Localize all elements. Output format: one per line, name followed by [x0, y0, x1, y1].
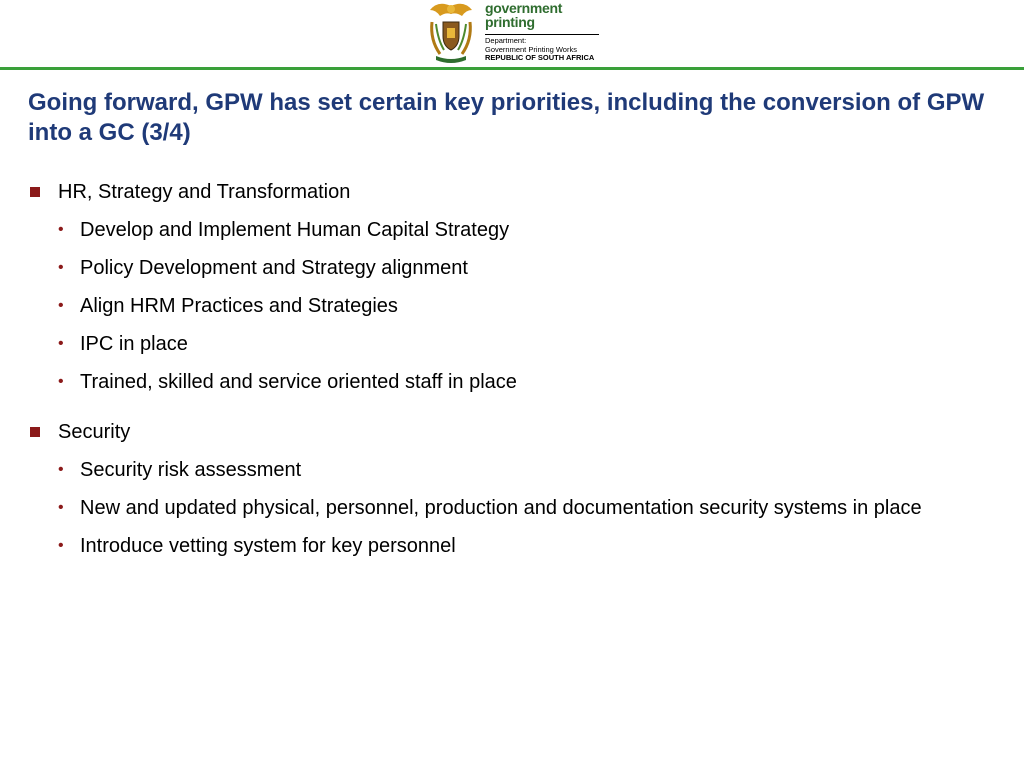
list-item-text: Trained, skilled and service oriented staff in place: [80, 371, 517, 393]
list-item: [28, 496, 988, 520]
square-bullet-icon: [30, 187, 40, 197]
section-security: [28, 420, 988, 558]
slide-title: Going forward, GPW has set certain key priorities, including the conversion of GPW into a GC (3/4): [28, 89, 985, 146]
slide-header: [0, 0, 1024, 68]
sub-bullet-list: [28, 458, 988, 558]
list-item-text: New and updated physical, personnel, production and documentation security systems in place: [80, 497, 922, 519]
section-hr-strategy: [28, 180, 988, 394]
section-heading: [28, 420, 988, 444]
brand-line-printing: printing: [485, 14, 535, 30]
list-item: [28, 256, 988, 280]
list-item-text: Policy Development and Strategy alignment: [80, 257, 468, 279]
header-divider: [0, 67, 1024, 70]
list-item: [28, 218, 988, 242]
brand-divider: [485, 34, 599, 35]
dot-bullet-icon: •: [58, 373, 64, 390]
list-item-text: IPC in place: [80, 333, 188, 355]
coat-of-arms-icon: [426, 0, 476, 64]
list-item-text: Align HRM Practices and Strategies: [80, 295, 398, 317]
section-heading: [28, 180, 988, 204]
section-heading-text: Security: [58, 421, 131, 443]
dot-bullet-icon: •: [58, 537, 64, 554]
list-item: [28, 534, 988, 558]
list-item-text: Introduce vetting system for key personnel: [80, 535, 456, 557]
dot-bullet-icon: •: [58, 221, 64, 238]
list-item: [28, 458, 988, 482]
section-heading-text: HR, Strategy and Transformation: [58, 181, 351, 203]
dot-bullet-icon: •: [58, 335, 64, 352]
list-item-text: Security risk assessment: [80, 459, 302, 481]
dot-bullet-icon: •: [58, 499, 64, 516]
dot-bullet-icon: •: [58, 461, 64, 478]
gpw-logo: [426, 0, 606, 66]
list-item-text: Develop and Implement Human Capital Strategy: [80, 219, 510, 241]
list-item: [28, 370, 988, 394]
brand-line-government: government: [485, 0, 563, 16]
country-name: REPUBLIC OF SOUTH AFRICA: [485, 53, 595, 62]
department-name: Government Printing Works: [485, 45, 577, 54]
dot-bullet-icon: •: [58, 259, 64, 276]
department-label: Department:: [485, 36, 527, 45]
square-bullet-icon: [30, 427, 40, 437]
slide-content: [28, 180, 988, 570]
sub-bullet-list: [28, 218, 988, 394]
list-item: [28, 294, 988, 318]
list-item: [28, 332, 988, 356]
dot-bullet-icon: •: [58, 297, 64, 314]
